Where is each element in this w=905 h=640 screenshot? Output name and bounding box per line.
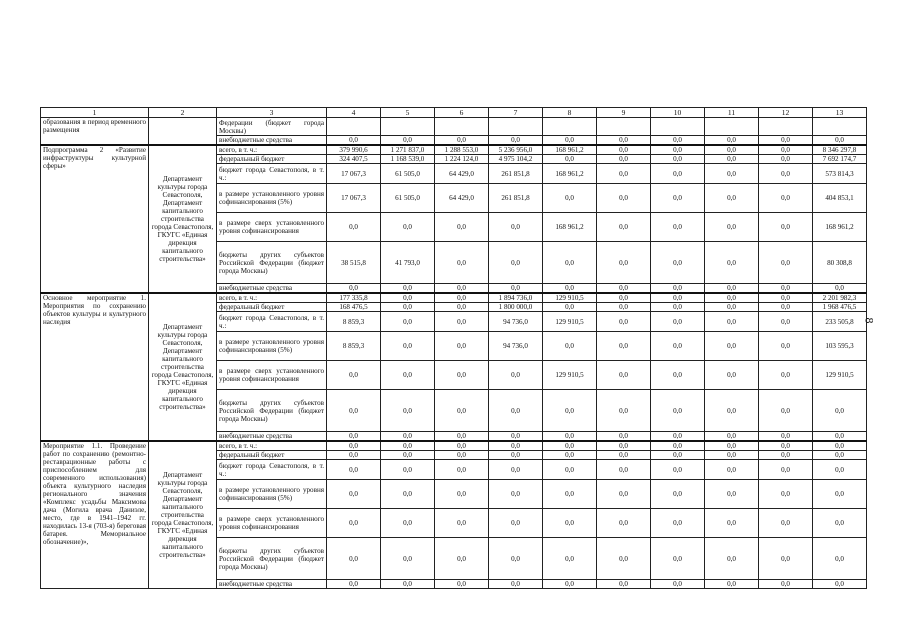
value-cell: 0,0 <box>435 390 489 432</box>
value-cell: 0,0 <box>759 242 813 284</box>
funding-source-cell: в размере сверх установленного уровня софинансирования <box>217 509 327 538</box>
column-number: 9 <box>597 108 651 118</box>
value-cell: 0,0 <box>381 460 435 480</box>
value-cell: 0,0 <box>543 460 597 480</box>
value-cell: 0,0 <box>381 509 435 538</box>
value-cell: 64 429,0 <box>435 164 489 184</box>
column-number: 5 <box>381 108 435 118</box>
value-cell: 168 961,2 <box>543 145 597 155</box>
table-row <box>41 118 867 136</box>
value-cell: 0,0 <box>651 509 705 538</box>
value-cell: 0,0 <box>543 451 597 460</box>
value-cell: 1 271 837,0 <box>381 145 435 155</box>
value-cell: 0,0 <box>813 460 867 480</box>
funding-source-cell: внебюджетные средства <box>217 432 327 442</box>
value-cell: 0,0 <box>651 432 705 442</box>
value-cell: 0,0 <box>489 242 543 284</box>
value-cell: 168 961,2 <box>813 213 867 242</box>
value-cell: 0,0 <box>759 213 813 242</box>
funding-source-cell: всего, в т. ч.: <box>217 441 327 451</box>
value-cell: 0,0 <box>381 441 435 451</box>
table-body <box>41 108 867 589</box>
value-cell: 0,0 <box>489 509 543 538</box>
value-cell: 0,0 <box>759 184 813 213</box>
value-cell: 0,0 <box>543 303 597 312</box>
value-cell: 0,0 <box>759 460 813 480</box>
value-cell: 0,0 <box>651 242 705 284</box>
value-cell <box>435 118 489 136</box>
value-cell: 0,0 <box>381 312 435 332</box>
value-cell: 17 067,3 <box>327 184 381 213</box>
value-cell: 0,0 <box>543 155 597 164</box>
value-cell: 0,0 <box>705 509 759 538</box>
value-cell: 1 894 736,0 <box>489 293 543 303</box>
program-name-cell: Мероприятие 1.1. Проведение работ по сохранению (ремонтно-реставрационные работы с приспособлением для современного использования) объекта культурного наследия регионального значения «Комплекс усадьбы Максимова дача (Могила врача Даниэле, место, где в 1941–1942 гг. находилась 13-я (703-я) береговая батарея. Мемориальное обозначение)», <box>41 441 149 589</box>
value-cell: 0,0 <box>651 312 705 332</box>
value-cell: 0,0 <box>381 451 435 460</box>
value-cell: 0,0 <box>489 480 543 509</box>
value-cell: 129 910,5 <box>543 361 597 390</box>
column-number: 6 <box>435 108 489 118</box>
value-cell: 103 595,3 <box>813 332 867 361</box>
funding-source-cell: Федерации (бюджет города Москвы) <box>217 118 327 136</box>
table-row <box>41 145 867 155</box>
value-cell: 0,0 <box>813 390 867 432</box>
value-cell: 261 851,8 <box>489 184 543 213</box>
value-cell: 0,0 <box>489 451 543 460</box>
column-number: 13 <box>813 108 867 118</box>
value-cell: 0,0 <box>759 451 813 460</box>
funding-source-cell: в размере сверх установленного уровня софинансирования <box>217 361 327 390</box>
value-cell: 0,0 <box>489 213 543 242</box>
value-cell: 0,0 <box>327 390 381 432</box>
value-cell: 38 515,8 <box>327 242 381 284</box>
value-cell: 129 910,5 <box>543 293 597 303</box>
value-cell: 0,0 <box>705 538 759 580</box>
value-cell: 0,0 <box>489 284 543 294</box>
value-cell <box>759 118 813 136</box>
table-row <box>41 293 867 303</box>
value-cell: 0,0 <box>597 390 651 432</box>
value-cell: 261 851,8 <box>489 164 543 184</box>
value-cell: 129 910,5 <box>543 312 597 332</box>
value-cell: 0,0 <box>651 441 705 451</box>
funding-source-cell: внебюджетные средства <box>217 284 327 294</box>
value-cell: 0,0 <box>435 480 489 509</box>
value-cell <box>543 118 597 136</box>
value-cell: 0,0 <box>651 184 705 213</box>
value-cell <box>651 118 705 136</box>
funding-source-cell: бюджет города Севастополя, в т. ч.: <box>217 460 327 480</box>
value-cell: 1 168 539,0 <box>381 155 435 164</box>
funding-source-cell: в размере сверх установленного уровня софинансирования <box>217 213 327 242</box>
value-cell: 80 308,8 <box>813 242 867 284</box>
value-cell <box>705 118 759 136</box>
value-cell: 0,0 <box>705 164 759 184</box>
value-cell: 0,0 <box>651 136 705 146</box>
value-cell: 168 476,5 <box>327 303 381 312</box>
value-cell: 0,0 <box>705 293 759 303</box>
value-cell: 0,0 <box>381 538 435 580</box>
funding-source-cell: всего, в т. ч.: <box>217 293 327 303</box>
value-cell: 0,0 <box>543 509 597 538</box>
value-cell: 0,0 <box>759 284 813 294</box>
value-cell: 0,0 <box>435 509 489 538</box>
column-number: 4 <box>327 108 381 118</box>
value-cell: 0,0 <box>705 390 759 432</box>
column-number: 1 <box>41 108 149 118</box>
value-cell: 0,0 <box>651 460 705 480</box>
value-cell: 61 505,0 <box>381 164 435 184</box>
value-cell: 0,0 <box>597 293 651 303</box>
value-cell: 94 736,0 <box>489 332 543 361</box>
value-cell <box>327 118 381 136</box>
value-cell: 0,0 <box>597 136 651 146</box>
value-cell: 0,0 <box>759 155 813 164</box>
executor-cell: Департамент культуры города Севастополя, Департамент капитального строительства города Севастополя, ГКУГС «Единая дирекция капитального строительства» <box>149 293 217 441</box>
value-cell: 0,0 <box>597 332 651 361</box>
value-cell: 0,0 <box>705 432 759 442</box>
value-cell: 0,0 <box>597 242 651 284</box>
value-cell: 0,0 <box>651 480 705 509</box>
value-cell: 0,0 <box>435 303 489 312</box>
value-cell: 61 505,0 <box>381 184 435 213</box>
value-cell: 0,0 <box>327 213 381 242</box>
value-cell: 0,0 <box>705 242 759 284</box>
value-cell: 1 224 124,0 <box>435 155 489 164</box>
value-cell: 0,0 <box>813 509 867 538</box>
value-cell: 0,0 <box>813 538 867 580</box>
value-cell: 0,0 <box>435 284 489 294</box>
value-cell: 0,0 <box>759 332 813 361</box>
value-cell: 0,0 <box>651 164 705 184</box>
value-cell: 0,0 <box>435 432 489 442</box>
value-cell: 41 793,0 <box>381 242 435 284</box>
value-cell: 0,0 <box>759 441 813 451</box>
value-cell: 0,0 <box>705 480 759 509</box>
funding-source-cell: бюджеты других субъектов Российской Федерации (бюджет города Москвы) <box>217 538 327 580</box>
value-cell: 0,0 <box>543 441 597 451</box>
value-cell: 0,0 <box>651 213 705 242</box>
value-cell: 168 961,2 <box>543 213 597 242</box>
value-cell: 0,0 <box>597 538 651 580</box>
value-cell: 7 692 174,7 <box>813 155 867 164</box>
column-number: 8 <box>543 108 597 118</box>
column-number: 7 <box>489 108 543 118</box>
value-cell: 0,0 <box>813 432 867 442</box>
value-cell: 129 910,5 <box>813 361 867 390</box>
executor-cell: Департамент культуры города Севастополя, Департамент капитального строительства города Севастополя, ГКУГС «Единая дирекция капитального строительства» <box>149 441 217 589</box>
value-cell: 0,0 <box>597 284 651 294</box>
value-cell: 0,0 <box>759 145 813 155</box>
value-cell: 0,0 <box>489 136 543 146</box>
value-cell: 0,0 <box>489 432 543 442</box>
value-cell: 177 335,8 <box>327 293 381 303</box>
value-cell: 0,0 <box>597 155 651 164</box>
funding-source-cell: всего, в т. ч.: <box>217 145 327 155</box>
value-cell: 0,0 <box>705 303 759 312</box>
value-cell: 0,0 <box>381 213 435 242</box>
value-cell: 379 990,6 <box>327 145 381 155</box>
value-cell: 0,0 <box>651 303 705 312</box>
value-cell: 0,0 <box>651 390 705 432</box>
funding-source-cell: федеральный бюджет <box>217 155 327 164</box>
value-cell: 0,0 <box>705 441 759 451</box>
value-cell <box>381 118 435 136</box>
value-cell <box>489 118 543 136</box>
value-cell: 0,0 <box>705 284 759 294</box>
value-cell: 0,0 <box>597 580 651 589</box>
column-number: 12 <box>759 108 813 118</box>
value-cell: 0,0 <box>597 460 651 480</box>
value-cell: 0,0 <box>543 184 597 213</box>
value-cell: 0,0 <box>327 460 381 480</box>
value-cell: 0,0 <box>327 284 381 294</box>
value-cell: 0,0 <box>435 213 489 242</box>
value-cell: 0,0 <box>543 390 597 432</box>
value-cell: 0,0 <box>759 480 813 509</box>
value-cell: 0,0 <box>381 136 435 146</box>
funding-source-cell: бюджет города Севастополя, в т. ч.: <box>217 164 327 184</box>
funding-source-cell: внебюджетные средства <box>217 136 327 146</box>
value-cell: 0,0 <box>705 312 759 332</box>
value-cell: 0,0 <box>381 390 435 432</box>
value-cell: 0,0 <box>381 293 435 303</box>
value-cell: 0,0 <box>435 441 489 451</box>
value-cell: 0,0 <box>381 332 435 361</box>
value-cell: 5 236 956,0 <box>489 145 543 155</box>
value-cell: 64 429,0 <box>435 184 489 213</box>
funding-source-cell: федеральный бюджет <box>217 451 327 460</box>
value-cell: 0,0 <box>381 432 435 442</box>
value-cell: 0,0 <box>381 580 435 589</box>
value-cell: 0,0 <box>651 293 705 303</box>
value-cell: 0,0 <box>759 293 813 303</box>
value-cell: 0,0 <box>489 361 543 390</box>
value-cell: 0,0 <box>489 390 543 432</box>
funding-source-cell: бюджеты других субъектов Российской Федерации (бюджет города Москвы) <box>217 242 327 284</box>
value-cell: 0,0 <box>597 312 651 332</box>
value-cell <box>813 118 867 136</box>
value-cell: 168 961,2 <box>543 164 597 184</box>
value-cell: 0,0 <box>489 441 543 451</box>
program-name-cell: Основное мероприятие 1. Мероприятия по сохранению объектов культуры и культурного наследия <box>41 293 149 441</box>
value-cell: 0,0 <box>381 361 435 390</box>
value-cell: 0,0 <box>705 451 759 460</box>
value-cell: 8 346 297,8 <box>813 145 867 155</box>
value-cell: 0,0 <box>759 580 813 589</box>
value-cell: 0,0 <box>435 136 489 146</box>
value-cell: 0,0 <box>597 441 651 451</box>
value-cell: 94 736,0 <box>489 312 543 332</box>
executor-cell <box>149 118 217 146</box>
value-cell: 0,0 <box>435 460 489 480</box>
value-cell: 0,0 <box>327 441 381 451</box>
value-cell: 0,0 <box>759 136 813 146</box>
value-cell: 0,0 <box>813 284 867 294</box>
value-cell: 0,0 <box>597 480 651 509</box>
value-cell: 0,0 <box>705 361 759 390</box>
funding-source-cell: внебюджетные средства <box>217 580 327 589</box>
value-cell: 0,0 <box>759 432 813 442</box>
value-cell: 17 067,3 <box>327 164 381 184</box>
value-cell: 0,0 <box>705 184 759 213</box>
value-cell: 1 288 553,0 <box>435 145 489 155</box>
value-cell: 0,0 <box>651 361 705 390</box>
value-cell: 404 853,1 <box>813 184 867 213</box>
value-cell: 0,0 <box>543 136 597 146</box>
value-cell: 0,0 <box>705 145 759 155</box>
executor-cell: Департамент культуры города Севастополя, Департамент капитального строительства города Севастополя, ГКУГС «Единая дирекция капитального строительства» <box>149 145 217 293</box>
value-cell: 0,0 <box>705 460 759 480</box>
column-number: 2 <box>149 108 217 118</box>
funding-source-cell: в размере установленного уровня софинансирования (5%) <box>217 184 327 213</box>
value-cell: 0,0 <box>543 480 597 509</box>
value-cell: 0,0 <box>597 361 651 390</box>
value-cell: 0,0 <box>597 213 651 242</box>
value-cell: 573 814,3 <box>813 164 867 184</box>
value-cell: 0,0 <box>597 145 651 155</box>
value-cell: 0,0 <box>435 242 489 284</box>
value-cell: 0,0 <box>759 312 813 332</box>
value-cell: 0,0 <box>597 451 651 460</box>
value-cell: 0,0 <box>381 303 435 312</box>
value-cell: 0,0 <box>543 538 597 580</box>
value-cell: 0,0 <box>597 184 651 213</box>
value-cell: 0,0 <box>597 303 651 312</box>
value-cell: 0,0 <box>489 580 543 589</box>
value-cell: 0,0 <box>327 580 381 589</box>
value-cell: 0,0 <box>327 432 381 442</box>
value-cell: 0,0 <box>705 213 759 242</box>
column-number: 10 <box>651 108 705 118</box>
value-cell: 0,0 <box>759 390 813 432</box>
value-cell: 0,0 <box>813 441 867 451</box>
value-cell: 0,0 <box>651 580 705 589</box>
value-cell: 8 859,3 <box>327 312 381 332</box>
page-number: 8 <box>862 317 877 324</box>
value-cell: 0,0 <box>705 332 759 361</box>
value-cell <box>597 118 651 136</box>
value-cell: 1 968 476,5 <box>813 303 867 312</box>
funding-source-cell: федеральный бюджет <box>217 303 327 312</box>
value-cell: 0,0 <box>651 332 705 361</box>
value-cell: 0,0 <box>543 580 597 589</box>
value-cell: 0,0 <box>651 538 705 580</box>
value-cell: 0,0 <box>435 293 489 303</box>
header-row <box>41 108 867 118</box>
value-cell: 4 975 104,2 <box>489 155 543 164</box>
value-cell: 0,0 <box>435 580 489 589</box>
value-cell: 8 859,3 <box>327 332 381 361</box>
value-cell: 0,0 <box>327 361 381 390</box>
value-cell: 0,0 <box>813 580 867 589</box>
value-cell: 0,0 <box>651 145 705 155</box>
value-cell: 0,0 <box>705 155 759 164</box>
funding-source-cell: бюджеты других субъектов Российской Федерации (бюджет города Москвы) <box>217 390 327 432</box>
value-cell: 0,0 <box>543 432 597 442</box>
value-cell: 0,0 <box>435 312 489 332</box>
value-cell: 0,0 <box>759 361 813 390</box>
value-cell: 0,0 <box>651 284 705 294</box>
value-cell: 0,0 <box>597 432 651 442</box>
value-cell: 0,0 <box>435 361 489 390</box>
value-cell: 0,0 <box>327 451 381 460</box>
value-cell: 0,0 <box>435 332 489 361</box>
value-cell: 0,0 <box>381 284 435 294</box>
value-cell: 0,0 <box>327 509 381 538</box>
value-cell: 0,0 <box>813 480 867 509</box>
program-name-cell: Подпрограмма 2 «Развитие инфраструктуры культурной сферы» <box>41 145 149 293</box>
value-cell: 0,0 <box>813 136 867 146</box>
value-cell: 0,0 <box>435 451 489 460</box>
value-cell: 0,0 <box>435 538 489 580</box>
program-name-cell: образования в период временного размещения <box>41 118 149 146</box>
value-cell: 0,0 <box>543 284 597 294</box>
value-cell: 0,0 <box>489 460 543 480</box>
value-cell: 0,0 <box>597 164 651 184</box>
value-cell: 0,0 <box>543 242 597 284</box>
value-cell: 0,0 <box>759 538 813 580</box>
value-cell: 0,0 <box>651 155 705 164</box>
value-cell: 0,0 <box>327 136 381 146</box>
column-number: 3 <box>217 108 327 118</box>
value-cell: 2 201 982,3 <box>813 293 867 303</box>
value-cell: 0,0 <box>327 480 381 509</box>
funding-table <box>40 107 867 589</box>
value-cell: 233 505,8 <box>813 312 867 332</box>
column-number: 11 <box>705 108 759 118</box>
value-cell: 0,0 <box>759 164 813 184</box>
value-cell: 0,0 <box>489 538 543 580</box>
value-cell: 0,0 <box>759 303 813 312</box>
table-row <box>41 441 867 451</box>
value-cell: 0,0 <box>705 580 759 589</box>
value-cell: 0,0 <box>759 509 813 538</box>
funding-source-cell: бюджет города Севастополя, в т. ч.: <box>217 312 327 332</box>
value-cell: 0,0 <box>327 538 381 580</box>
value-cell: 324 407,5 <box>327 155 381 164</box>
value-cell: 0,0 <box>651 451 705 460</box>
value-cell: 0,0 <box>813 451 867 460</box>
value-cell: 0,0 <box>381 480 435 509</box>
value-cell: 1 800 000,0 <box>489 303 543 312</box>
funding-source-cell: в размере установленного уровня софинансирования (5%) <box>217 480 327 509</box>
value-cell: 0,0 <box>705 136 759 146</box>
value-cell: 0,0 <box>543 332 597 361</box>
funding-source-cell: в размере установленного уровня софинансирования (5%) <box>217 332 327 361</box>
value-cell: 0,0 <box>597 509 651 538</box>
